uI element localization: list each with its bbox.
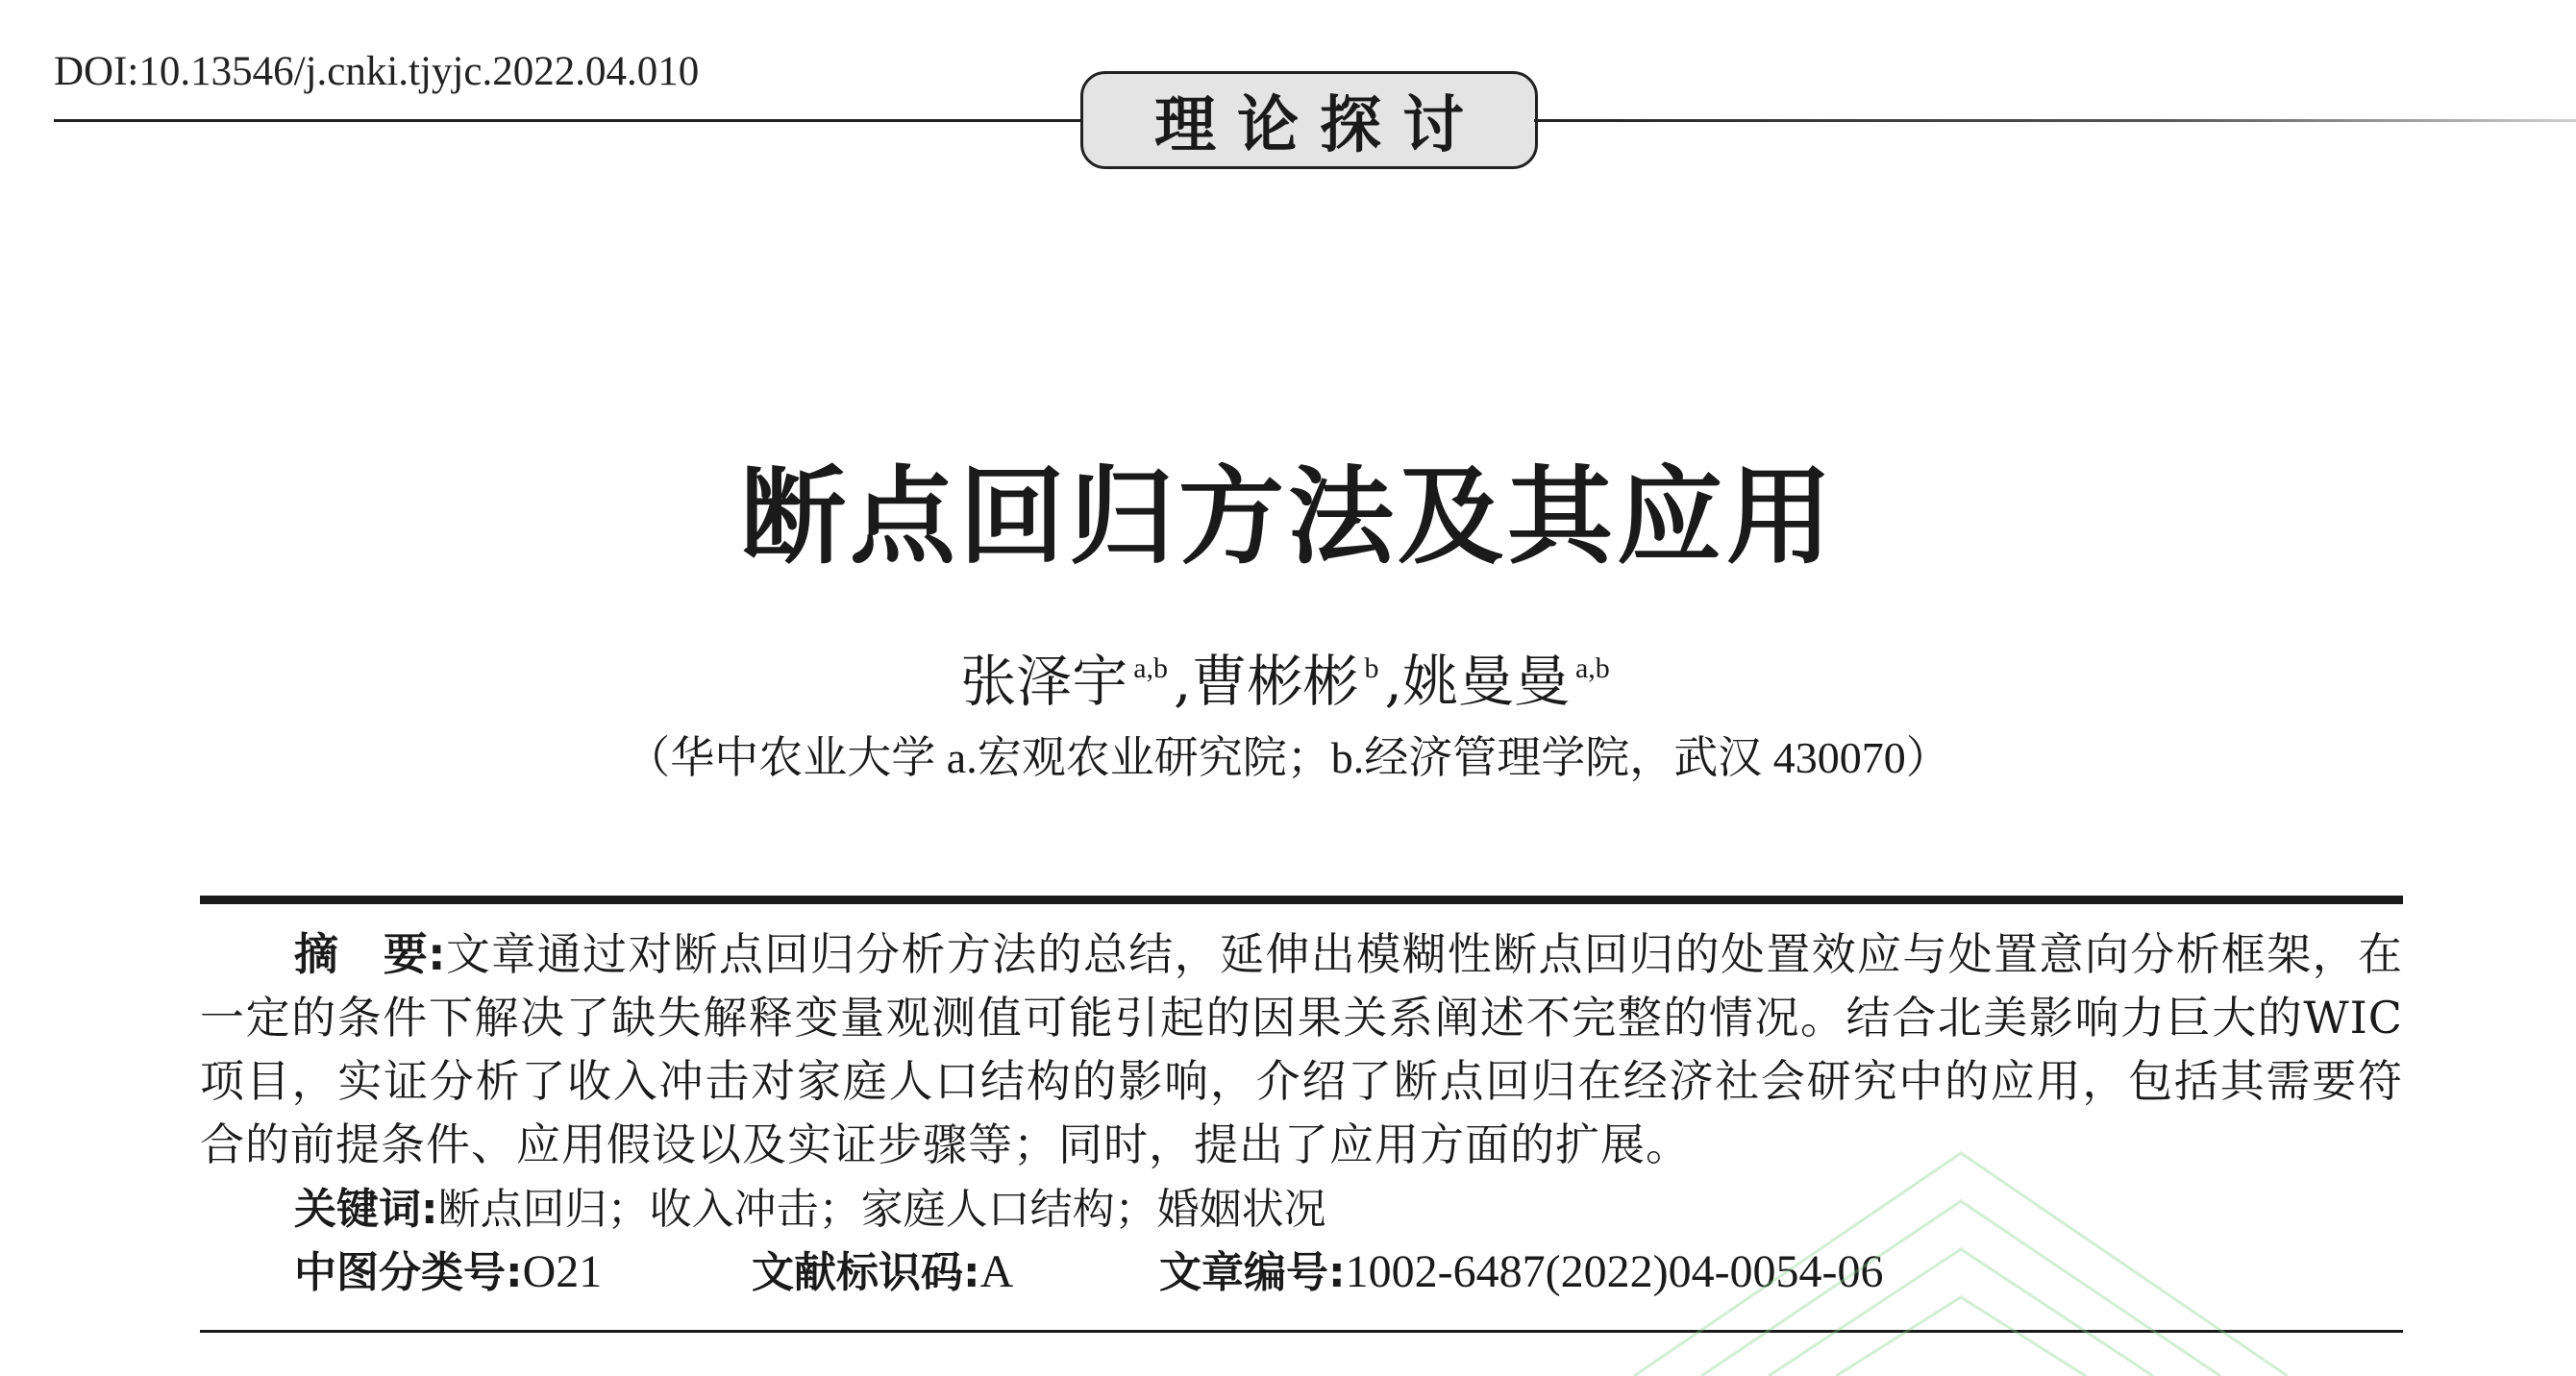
keywords-label: 关键词: [294,1185,438,1234]
abstract-label-b: 要: [383,928,446,980]
doc-code-value: A [979,1246,1014,1297]
author-separator: , [1174,649,1192,714]
header-rule-right [1534,119,2576,122]
abstract-label [294,928,446,980]
abstract-text: 文章通过对断点回归分析方法的总结，延伸出模糊性断点回归的处置效应与处置意向分析框架，在一定的条件下解决了缺失解释变量观测值可能引起的因果关系阐述不完整的情况。结合北美影响力巨大的WIC项目，实证分析了收入冲击对家庭人口结构的影响，介绍了断点回归在经济社会研究中的应用，包括其需要符合的前提条件、应用假设以及实证步骤等；同时，提出了应用方面的扩展。 [200,928,2404,1170]
doc-code-label: 文献标识码: [752,1248,980,1297]
article-no-label: 文章编号: [1159,1248,1346,1297]
abstract-top-rule [200,896,2403,904]
header-rule-left [54,119,1084,122]
author-list [0,636,2576,717]
author-name: 姚曼曼 [1401,649,1570,714]
keywords-text: 断点回归；收入冲击；家庭人口结构；婚姻状况 [437,1185,1326,1234]
clc-value: O21 [522,1246,603,1297]
abstract-label-a: 摘 [294,928,339,980]
keywords-line [294,1174,1326,1236]
author-name: 曹彬彬 [1191,649,1359,714]
watermark-graphic [1596,1134,2326,1376]
column-tag-label: 理论探讨 [1154,90,1485,161]
column-tag [1080,71,1538,169]
doc-code-item [752,1238,1159,1299]
author-name: 张泽宇 [960,649,1128,714]
author-affil-mark: a,b [1133,652,1169,684]
article-no-value: 1002-6487(2022)04-0054-06 [1345,1246,1884,1297]
clc-label: 中图分类号: [294,1248,523,1297]
author-separator: , [1384,649,1402,714]
paper-title: 断点回归方法及其应用 [740,455,1836,578]
clc-item [294,1238,752,1299]
doi-text: DOI:10.13546/j.cnki.tjyjc.2022.04.010 [54,49,700,94]
author-affil-mark: b [1364,652,1379,684]
author-affil-mark: a,b [1574,652,1610,684]
affiliation: （华中农业大学 a.宏观农业研究院；b.经济管理学院，武汉 430070） [626,733,1950,782]
